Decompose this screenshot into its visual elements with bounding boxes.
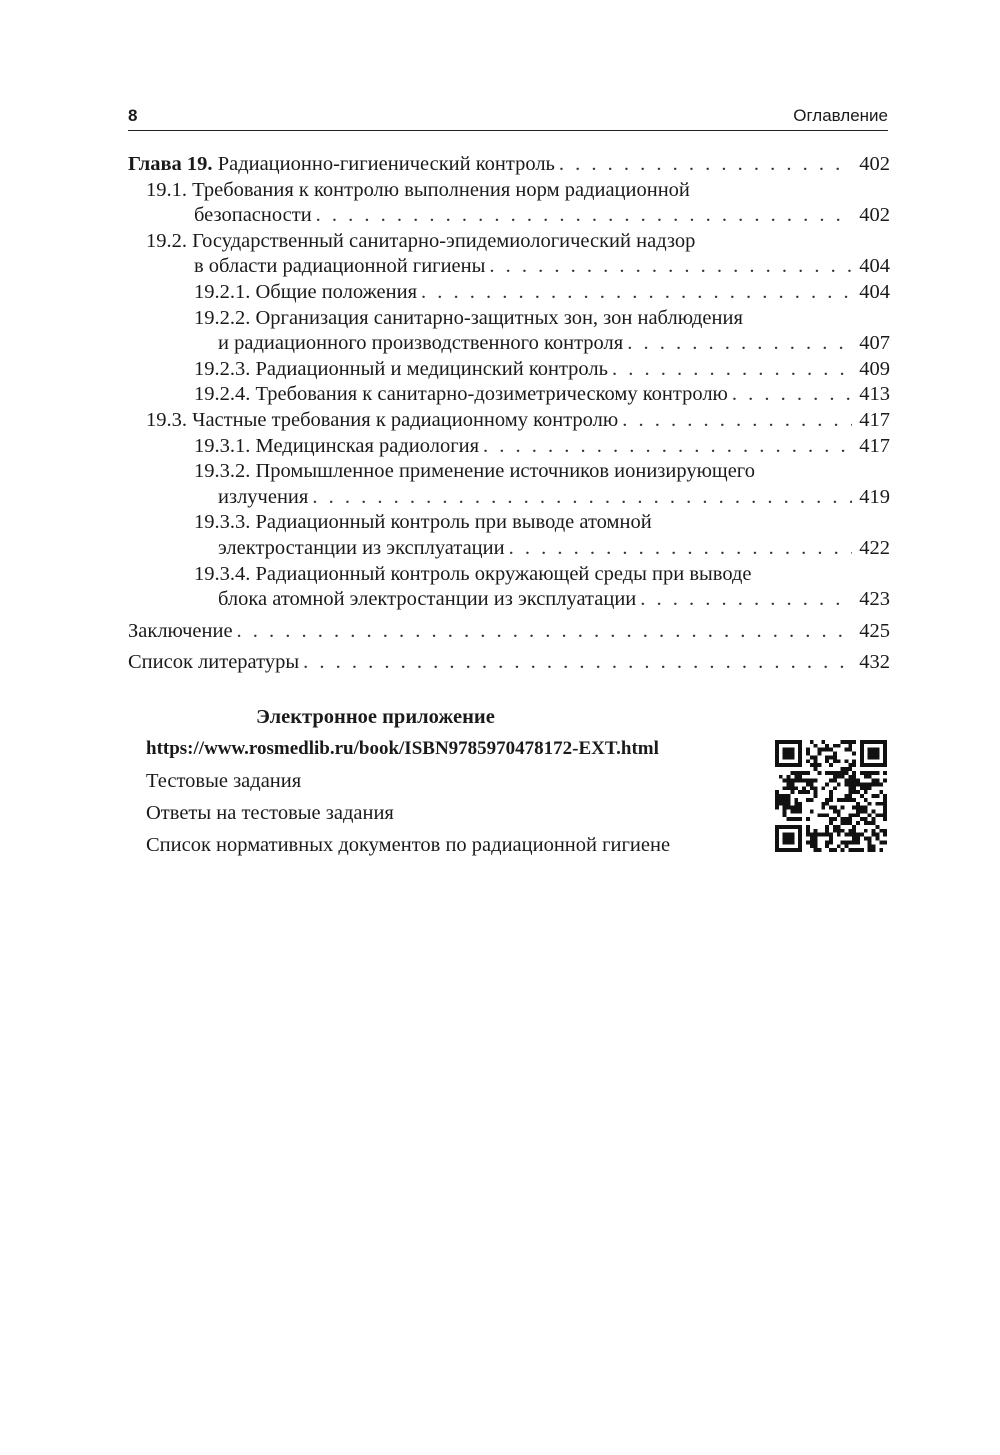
toc-entry[interactable] bbox=[128, 650, 890, 676]
toc-entry[interactable] bbox=[128, 357, 890, 383]
dot-leader bbox=[509, 536, 852, 562]
toc-page-number: 402 bbox=[859, 204, 890, 227]
toc-page-number: 402 bbox=[859, 153, 890, 175]
toc-entry-text: 19.2.2. Организация санитарно-защитных зон, зон наблюдения bbox=[194, 306, 743, 329]
dot-leader bbox=[640, 587, 852, 613]
appendix-item-documents[interactable]: Список нормативных документов по радиационной гигиене bbox=[146, 834, 671, 856]
dot-leader bbox=[612, 357, 852, 383]
chapter-label: Глава 19. bbox=[128, 153, 213, 175]
toc-entry[interactable] bbox=[128, 619, 890, 645]
dot-leader bbox=[421, 280, 852, 306]
toc-page-number: 422 bbox=[859, 536, 890, 559]
toc-page-number: 417 bbox=[859, 434, 890, 457]
toc-entry-text: 19.3.2. Промышленное применение источников ионизирующего bbox=[194, 460, 755, 483]
toc-entry-text: безопасности bbox=[194, 204, 312, 227]
toc-entry-text: 19.3. Частные требования к радиационному контролю bbox=[146, 408, 619, 431]
appendix-item-answers[interactable]: Ответы на тестовые задания bbox=[146, 802, 394, 824]
dot-leader bbox=[627, 331, 852, 357]
toc-entry[interactable] bbox=[128, 152, 890, 178]
page-number: 8 bbox=[128, 106, 138, 125]
toc-entry-text: электростанции из эксплуатации bbox=[218, 536, 505, 559]
qr-code-icon[interactable] bbox=[775, 740, 887, 852]
running-title: Оглавление bbox=[793, 106, 888, 125]
toc-page-number: 409 bbox=[859, 357, 890, 380]
toc-entry[interactable] bbox=[128, 510, 890, 561]
toc-entry[interactable] bbox=[128, 382, 890, 408]
appendix-url-link[interactable]: https://www.rosmedlib.ru/book/ISBN9785970478172-EXT.html bbox=[146, 738, 659, 759]
toc-page-number: 404 bbox=[859, 280, 890, 303]
toc-page-number: 432 bbox=[859, 651, 890, 674]
toc-entry-text: 19.2.1. Общие положения bbox=[194, 280, 417, 303]
dot-leader bbox=[559, 152, 852, 178]
toc-entry[interactable] bbox=[128, 229, 890, 280]
dot-leader bbox=[303, 650, 852, 676]
dot-leader bbox=[483, 434, 852, 460]
dot-leader bbox=[312, 485, 852, 511]
dot-leader bbox=[622, 408, 852, 434]
toc-entry-text: 19.2.3. Радиационный и медицинский контроль bbox=[194, 357, 608, 380]
toc-page-number: 413 bbox=[859, 383, 890, 406]
toc-entry[interactable] bbox=[128, 459, 890, 510]
appendix-item-tests[interactable]: Тестовые задания bbox=[146, 770, 302, 792]
toc-entry-text: блока атомной электростанции из эксплуатации bbox=[218, 588, 637, 611]
toc-page-number: 407 bbox=[859, 332, 890, 355]
toc-entry-text: 19.1. Требования к контролю выполнения норм радиационной bbox=[146, 178, 690, 201]
dot-leader bbox=[732, 382, 852, 408]
toc-entry[interactable] bbox=[128, 434, 890, 460]
running-header bbox=[128, 104, 888, 131]
table-of-contents bbox=[128, 152, 890, 676]
dot-leader bbox=[489, 254, 852, 280]
toc-entry-text: 19.2. Государственный санитарно-эпидемиологический надзор bbox=[146, 229, 696, 252]
toc-entry-text: Заключение bbox=[128, 619, 233, 642]
toc-entry-text: Список литературы bbox=[128, 651, 300, 674]
toc-page-number: 425 bbox=[859, 619, 890, 642]
toc-entry[interactable] bbox=[128, 562, 890, 613]
toc-entry[interactable] bbox=[128, 280, 890, 306]
toc-entry-text: 19.3.1. Медицинская радиология bbox=[194, 434, 480, 457]
toc-entry-text: Глава 19. Радиационно-гигиенический контроль bbox=[128, 153, 555, 175]
dot-leader bbox=[237, 619, 852, 645]
toc-page-number: 423 bbox=[859, 588, 890, 611]
toc-page-number: 419 bbox=[859, 485, 890, 508]
toc-entry-text: 19.3.4. Радиационный контроль окружающей среды при выводе bbox=[194, 562, 752, 585]
toc-page-number: 417 bbox=[859, 408, 890, 431]
toc-entry[interactable] bbox=[128, 306, 890, 357]
toc-entry-text: и радиационного производственного контроля bbox=[218, 332, 624, 355]
toc-entry[interactable] bbox=[128, 408, 890, 434]
dot-leader bbox=[316, 203, 852, 229]
toc-entry-text: 19.2.4. Требования к санитарно-дозиметрическому контролю bbox=[194, 383, 728, 406]
toc-entry-text: 19.3.3. Радиационный контроль при выводе атомной bbox=[194, 511, 652, 534]
toc-entry[interactable] bbox=[128, 178, 890, 229]
appendix-title: Электронное приложение bbox=[256, 706, 495, 728]
toc-entry-text: в области радиационной гигиены bbox=[194, 255, 486, 278]
toc-page-number: 404 bbox=[859, 255, 890, 278]
toc-entry-text: излучения bbox=[218, 485, 309, 508]
